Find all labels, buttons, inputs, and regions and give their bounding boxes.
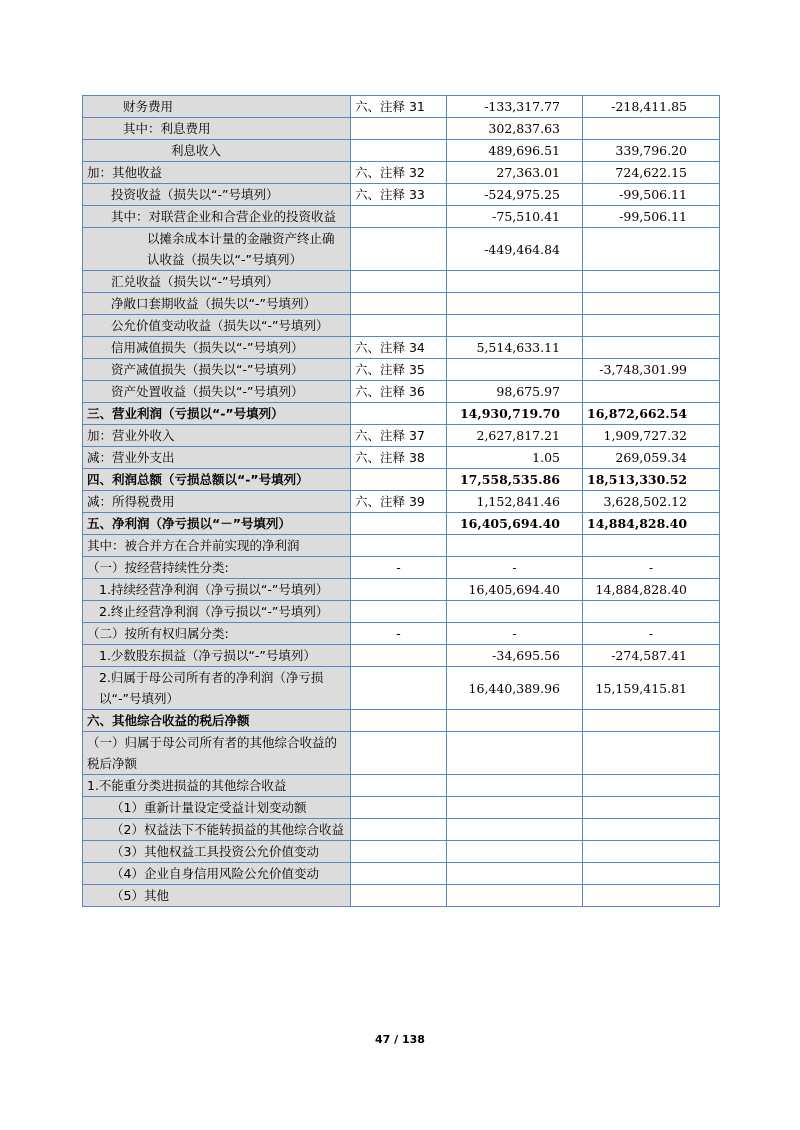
note-reference: 六、注释 36 xyxy=(351,381,447,403)
note-reference xyxy=(351,513,447,535)
prior-period-amount: - xyxy=(583,557,720,579)
table-row xyxy=(83,140,720,162)
note-reference xyxy=(351,732,447,775)
current-period-amount: -133,317.77 xyxy=(447,96,583,118)
line-item-label: 资产处置收益（损失以“-”号填列） xyxy=(83,381,351,403)
line-item-label: 四、利润总额（亏损总额以“-”号填列） xyxy=(83,469,351,491)
line-item-label: 五、净利润（净亏损以“－”号填列） xyxy=(83,513,351,535)
prior-period-amount: 3,628,502.12 xyxy=(583,491,720,513)
prior-period-amount: 16,872,662.54 xyxy=(583,403,720,425)
prior-period-amount xyxy=(583,315,720,337)
current-period-amount: -75,510.41 xyxy=(447,206,583,228)
line-item-label: 1.持续经营净利润（净亏损以“-”号填列） xyxy=(83,579,351,601)
note-reference xyxy=(351,118,447,140)
table-row xyxy=(83,96,720,118)
income-statement-body xyxy=(83,96,720,907)
prior-period-amount: 269,059.34 xyxy=(583,447,720,469)
table-row xyxy=(83,118,720,140)
line-item-label: 1.不能重分类进损益的其他综合收益 xyxy=(83,775,351,797)
note-reference xyxy=(351,601,447,623)
table-row xyxy=(83,732,720,775)
table-row xyxy=(83,447,720,469)
current-period-amount: -449,464.84 xyxy=(447,228,583,271)
note-reference: 六、注释 35 xyxy=(351,359,447,381)
table-row xyxy=(83,162,720,184)
note-reference xyxy=(351,140,447,162)
note-reference: 六、注释 33 xyxy=(351,184,447,206)
prior-period-amount: -99,506.11 xyxy=(583,184,720,206)
prior-period-amount: 15,159,415.81 xyxy=(583,667,720,710)
note-reference xyxy=(351,579,447,601)
note-reference: 六、注释 39 xyxy=(351,491,447,513)
prior-period-amount: 339,796.20 xyxy=(583,140,720,162)
current-period-amount: 1.05 xyxy=(447,447,583,469)
current-period-amount xyxy=(447,359,583,381)
line-item-label: 净敞口套期收益（损失以“-”号填列） xyxy=(83,293,351,315)
current-period-amount: 16,440,389.96 xyxy=(447,667,583,710)
prior-period-amount xyxy=(583,885,720,907)
note-reference: - xyxy=(351,623,447,645)
current-period-amount xyxy=(447,293,583,315)
prior-period-amount xyxy=(583,293,720,315)
line-item-label: （2）权益法下不能转损益的其他综合收益 xyxy=(83,819,351,841)
note-reference xyxy=(351,645,447,667)
current-period-amount: 17,558,535.86 xyxy=(447,469,583,491)
note-reference xyxy=(351,469,447,491)
table-row xyxy=(83,557,720,579)
note-reference xyxy=(351,841,447,863)
note-reference xyxy=(351,775,447,797)
prior-period-amount: 18,513,330.52 xyxy=(583,469,720,491)
table-row xyxy=(83,337,720,359)
current-period-amount: 5,514,633.11 xyxy=(447,337,583,359)
current-period-amount xyxy=(447,841,583,863)
page-indicator: 47 / 138 xyxy=(375,1033,425,1046)
current-period-amount: 16,405,694.40 xyxy=(447,579,583,601)
current-period-amount xyxy=(447,535,583,557)
table-row xyxy=(83,623,720,645)
prior-period-amount xyxy=(583,841,720,863)
note-reference: 六、注释 38 xyxy=(351,447,447,469)
note-reference: - xyxy=(351,557,447,579)
note-reference xyxy=(351,819,447,841)
line-item-label: 利息收入 xyxy=(83,140,351,162)
current-period-amount: 1,152,841.46 xyxy=(447,491,583,513)
note-reference xyxy=(351,710,447,732)
prior-period-amount: -274,587.41 xyxy=(583,645,720,667)
line-item-label: 六、其他综合收益的税后净额 xyxy=(83,710,351,732)
line-item-label: 加：营业外收入 xyxy=(83,425,351,447)
prior-period-amount xyxy=(583,381,720,403)
line-item-label: 公允价值变动收益（损失以“-”号填列） xyxy=(83,315,351,337)
line-item-label: 其中：对联营企业和合营企业的投资收益 xyxy=(83,206,351,228)
line-item-label: 2.终止经营净利润（净亏损以“-”号填列） xyxy=(83,601,351,623)
current-period-amount: 302,837.63 xyxy=(447,118,583,140)
table-row xyxy=(83,601,720,623)
note-reference xyxy=(351,206,447,228)
table-row xyxy=(83,797,720,819)
table-row xyxy=(83,863,720,885)
line-item-label: 减：所得税费用 xyxy=(83,491,351,513)
table-row xyxy=(83,228,720,271)
table-row xyxy=(83,579,720,601)
prior-period-amount: 14,884,828.40 xyxy=(583,579,720,601)
line-item-label: （1）重新计量设定受益计划变动额 xyxy=(83,797,351,819)
prior-period-amount: -3,748,301.99 xyxy=(583,359,720,381)
line-item-label: （3）其他权益工具投资公允价值变动 xyxy=(83,841,351,863)
line-item-label: 其中：被合并方在合并前实现的净利润 xyxy=(83,535,351,557)
note-reference xyxy=(351,271,447,293)
current-period-amount: - xyxy=(447,623,583,645)
current-period-amount xyxy=(447,863,583,885)
line-item-label: 1.少数股东损益（净亏损以“-”号填列） xyxy=(83,645,351,667)
table-row xyxy=(83,359,720,381)
table-row xyxy=(83,403,720,425)
current-period-amount xyxy=(447,775,583,797)
current-period-amount: 27,363.01 xyxy=(447,162,583,184)
current-period-amount xyxy=(447,601,583,623)
line-item-label: （二）按所有权归属分类: xyxy=(83,623,351,645)
table-row xyxy=(83,293,720,315)
prior-period-amount xyxy=(583,337,720,359)
table-row xyxy=(83,381,720,403)
current-period-amount: - xyxy=(447,557,583,579)
table-row xyxy=(83,469,720,491)
line-item-label: 三、营业利润（亏损以“-”号填列） xyxy=(83,403,351,425)
table-row xyxy=(83,645,720,667)
note-reference: 六、注释 31 xyxy=(351,96,447,118)
note-reference xyxy=(351,885,447,907)
note-reference xyxy=(351,863,447,885)
current-period-amount xyxy=(447,271,583,293)
current-period-amount: 16,405,694.40 xyxy=(447,513,583,535)
current-period-amount: -34,695.56 xyxy=(447,645,583,667)
prior-period-amount xyxy=(583,863,720,885)
table-row xyxy=(83,315,720,337)
note-reference xyxy=(351,403,447,425)
table-row xyxy=(83,491,720,513)
line-item-label: 加：其他收益 xyxy=(83,162,351,184)
line-item-label: 其中：利息费用 xyxy=(83,118,351,140)
current-period-amount xyxy=(447,315,583,337)
table-row xyxy=(83,841,720,863)
note-reference: 六、注释 34 xyxy=(351,337,447,359)
prior-period-amount: 14,884,828.40 xyxy=(583,513,720,535)
note-reference xyxy=(351,797,447,819)
prior-period-amount xyxy=(583,797,720,819)
table-row xyxy=(83,513,720,535)
line-item-label: 汇兑收益（损失以“-”号填列） xyxy=(83,271,351,293)
prior-period-amount xyxy=(583,535,720,557)
current-period-amount xyxy=(447,885,583,907)
table-row xyxy=(83,184,720,206)
income-statement-table xyxy=(82,95,720,907)
current-period-amount: 489,696.51 xyxy=(447,140,583,162)
table-row xyxy=(83,775,720,797)
prior-period-amount: 1,909,727.32 xyxy=(583,425,720,447)
table-row xyxy=(83,667,720,710)
note-reference: 六、注释 37 xyxy=(351,425,447,447)
line-item-label: 投资收益（损失以“-”号填列） xyxy=(83,184,351,206)
prior-period-amount xyxy=(583,118,720,140)
prior-period-amount xyxy=(583,710,720,732)
prior-period-amount: - xyxy=(583,623,720,645)
table-row xyxy=(83,885,720,907)
current-period-amount: 14,930,719.70 xyxy=(447,403,583,425)
note-reference xyxy=(351,228,447,271)
table-row xyxy=(83,425,720,447)
line-item-label: （4）企业自身信用风险公允价值变动 xyxy=(83,863,351,885)
line-item-label: 减：营业外支出 xyxy=(83,447,351,469)
note-reference xyxy=(351,667,447,710)
line-item-label: 资产减值损失（损失以“-”号填列） xyxy=(83,359,351,381)
note-reference xyxy=(351,315,447,337)
line-item-label: 信用减值损失（损失以“-”号填列） xyxy=(83,337,351,359)
current-period-amount xyxy=(447,732,583,775)
line-item-label: （一）按经营持续性分类: xyxy=(83,557,351,579)
table-row xyxy=(83,819,720,841)
table-row xyxy=(83,535,720,557)
prior-period-amount xyxy=(583,732,720,775)
note-reference xyxy=(351,535,447,557)
line-item-label: 财务费用 xyxy=(83,96,351,118)
table-row xyxy=(83,271,720,293)
current-period-amount xyxy=(447,819,583,841)
current-period-amount: 98,675.97 xyxy=(447,381,583,403)
table-row xyxy=(83,710,720,732)
prior-period-amount xyxy=(583,271,720,293)
line-item-label: 2.归属于母公司所有者的净利润（净亏损以“-”号填列） xyxy=(83,667,351,710)
line-item-label: （一）归属于母公司所有者的其他综合收益的税后净额 xyxy=(83,732,351,775)
line-item-label: 以摊余成本计量的金融资产终止确认收益（损失以“-”号填列） xyxy=(83,228,351,271)
prior-period-amount xyxy=(583,228,720,271)
prior-period-amount: -99,506.11 xyxy=(583,206,720,228)
prior-period-amount: 724,622.15 xyxy=(583,162,720,184)
current-period-amount: -524,975.25 xyxy=(447,184,583,206)
table-row xyxy=(83,206,720,228)
current-period-amount xyxy=(447,797,583,819)
line-item-label: （5）其他 xyxy=(83,885,351,907)
note-reference: 六、注释 32 xyxy=(351,162,447,184)
prior-period-amount xyxy=(583,601,720,623)
prior-period-amount xyxy=(583,775,720,797)
current-period-amount xyxy=(447,710,583,732)
current-period-amount: 2,627,817.21 xyxy=(447,425,583,447)
note-reference xyxy=(351,293,447,315)
prior-period-amount: -218,411.85 xyxy=(583,96,720,118)
prior-period-amount xyxy=(583,819,720,841)
